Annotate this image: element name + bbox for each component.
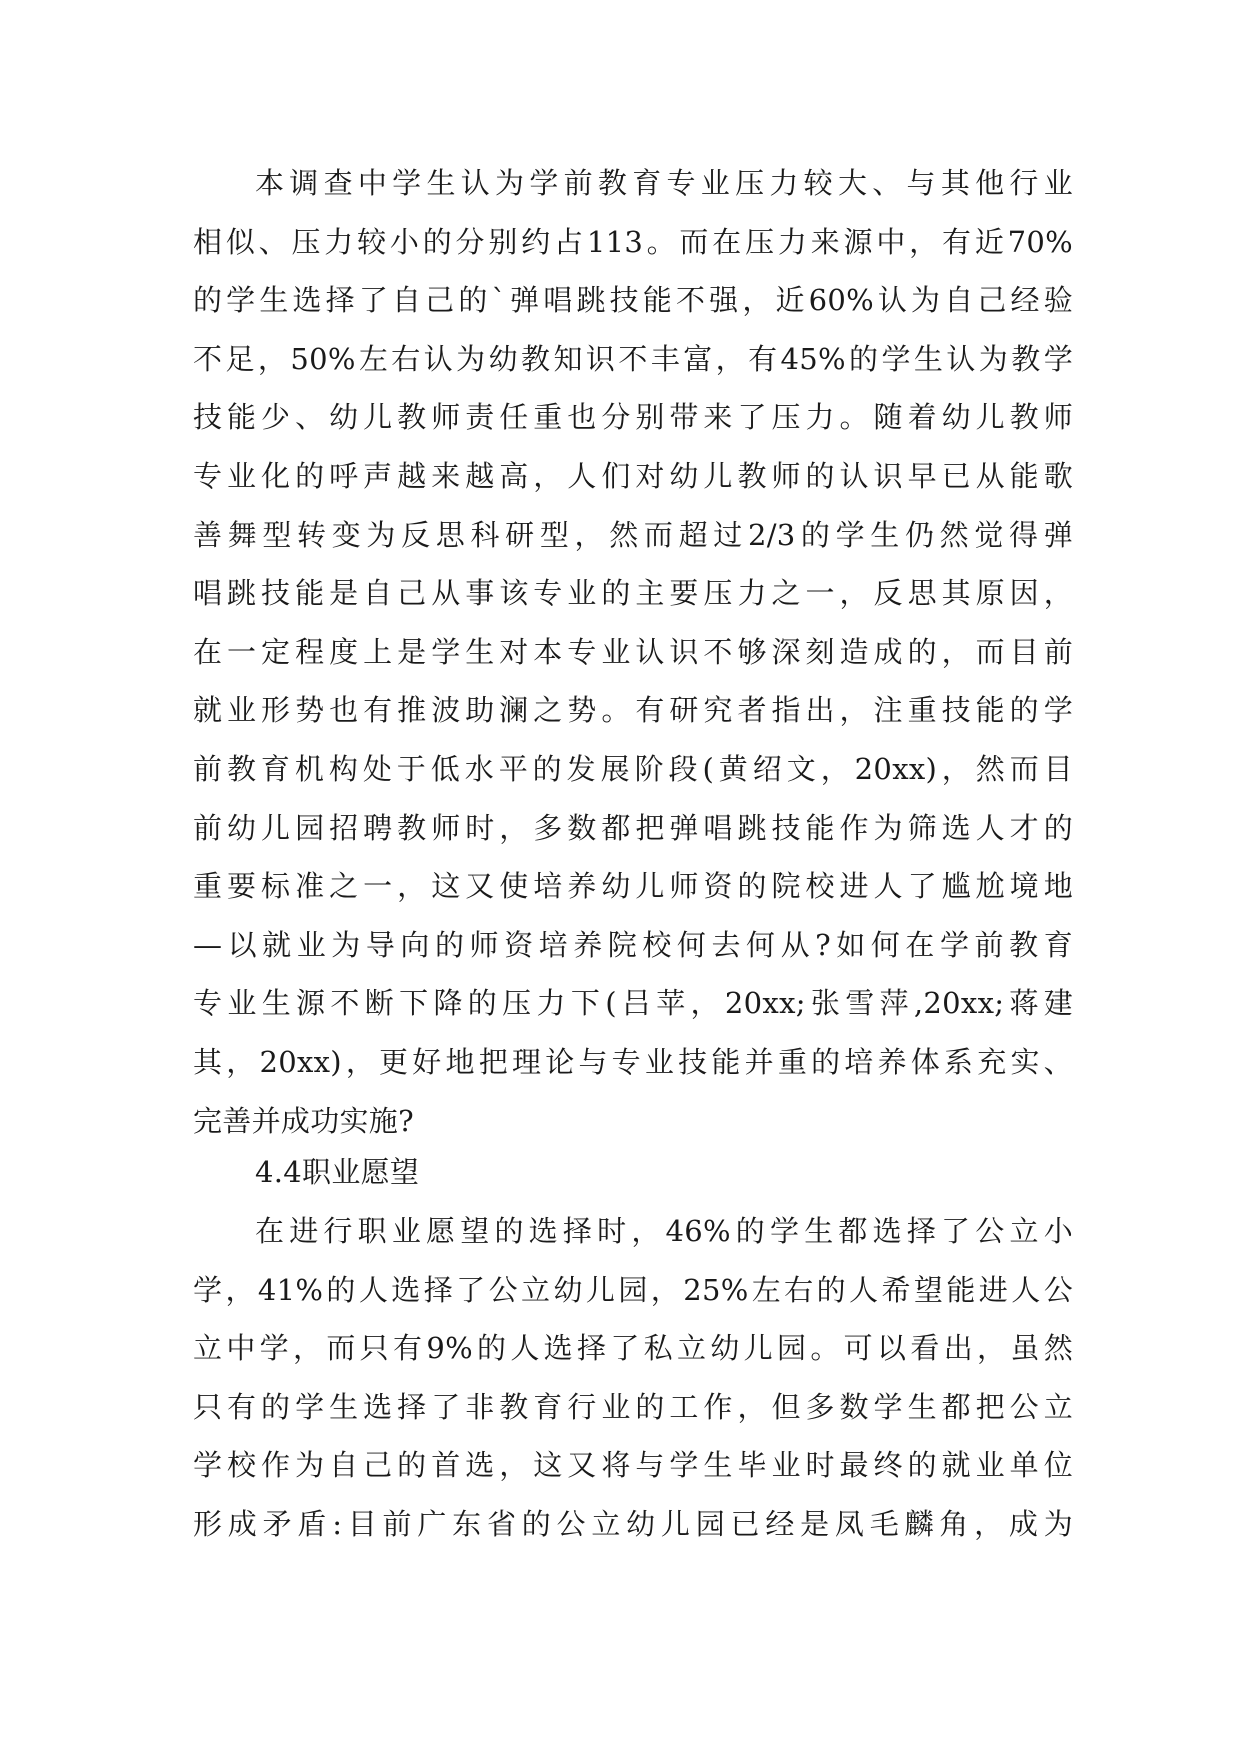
paragraph-line: 善舞型转变为反思科研型，然而超过2/3的学生仍然觉得弹 [193,517,1073,552]
paragraph-line: 完善并成功实施? [193,1103,414,1138]
section-heading [193,1143,1073,1202]
paragraph-line: 其，20xx)，更好地把理论与专业技能并重的培养体系充实、 [193,1044,1073,1079]
paragraph-line: 只有的学生选择了非教育行业的工作，但多数学生都把公立 [193,1389,1073,1424]
paragraph-line: 就业形势也有推波助澜之势。有研究者指出，注重技能的学 [193,693,1073,728]
paragraph-line: 专业生源不断下降的压力下(吕苹，20xx;张雪萍,20xx;蒋建 [193,986,1073,1021]
paragraph-line: 在一定程度上是学生对本专业认识不够深刻造成的，而目前 [193,634,1073,669]
paragraph-line: —以就业为导向的师资培养院校何去何从?如何在学前教育 [193,927,1073,962]
paragraph-line: 的学生选择了自己的`弹唱跳技能不强，近60%认为自己经验 [193,283,1073,318]
section-heading-text: 4.4职业愿望 [255,1155,420,1189]
paragraph-line: 不足，50%左右认为幼教知识不丰富，有45%的学生认为教学 [193,341,1073,376]
paragraph-line: 技能少、幼儿教师责任重也分别带来了压力。随着幼儿教师 [193,400,1073,435]
paragraph-line: 学，41%的人选择了公立幼儿园，25%左右的人希望能进人公 [193,1272,1073,1307]
paragraph-line: 立中学，而只有9%的人选择了私立幼儿园。可以看出，虽然 [193,1331,1073,1366]
paragraph-line: 重要标准之一，这又使培养幼儿师资的院校进人了尴尬境地 [193,869,1073,904]
paragraph-line: 唱跳技能是自己从事该专业的主要压力之一，反思其原因， [193,576,1073,611]
paragraph-line: 前教育机构处于低水平的发展阶段(黄绍文，20xx)，然而目 [193,751,1073,786]
paragraph-line: 学校作为自己的首选，这又将与学生毕业时最终的就业单位 [193,1448,1073,1483]
paragraph-career-aspiration [193,1202,1073,1554]
paragraph-line: 前幼儿园招聘教师时，多数都把弹唱跳技能作为筛选人才的 [193,810,1073,845]
paragraph-stress-survey [193,154,1073,1150]
paragraph-line: 相似、压力较小的分别约占113。而在压力来源中，有近70% [193,224,1073,259]
paragraph-line: 专业化的呼声越来越高，人们对幼儿教师的认识早已从能歌 [193,458,1073,493]
paragraph-line: 在进行职业愿望的选择时，46%的学生都选择了公立小 [255,1214,1073,1248]
paragraph-line: 本调查中学生认为学前教育专业压力较大、与其他行业 [255,166,1073,200]
paragraph-line: 形成矛盾:目前广东省的公立幼儿园已经是凤毛麟角，成为 [193,1506,1073,1541]
